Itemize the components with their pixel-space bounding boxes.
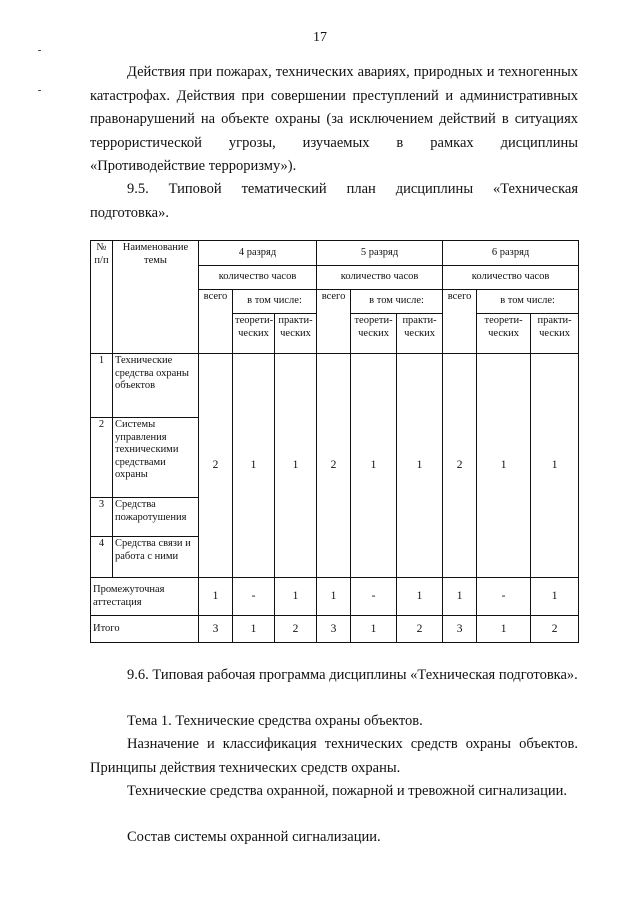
summary-g4-theory: 1: [233, 616, 275, 643]
table-row-total: [91, 616, 579, 643]
intermediate-g5-theory: -: [351, 578, 397, 616]
purpose-paragraph: Назначение и классификация технических средств охраны объектов. Принципы действия технических средств охраны.: [90, 736, 578, 776]
table-row-intermediate: [91, 578, 579, 616]
intermediate-g5-practice: 1: [397, 578, 443, 616]
hours-header: количество часов: [199, 266, 317, 290]
including-header: в том числе:: [351, 290, 443, 314]
total-header: всего: [199, 290, 233, 354]
intermediate-g6-practice: 1: [531, 578, 579, 616]
intro-paragraph: Действия при пожарах, технических авариях, природных и техногенных катастрофах. Действия при совершении преступлений и административных правонарушений на объекте охраны (за исключением действий в ситуациях террористической угрозы, изучаемых в рамках дисциплины «Противодействие терроризму»).: [90, 64, 578, 174]
topic-name: Средства пожаротушения: [113, 498, 199, 537]
topic-num: 1: [91, 354, 113, 418]
col-header-grade6: 6 разряд: [443, 241, 579, 266]
section-9-6-heading: 9.6. Типовая рабочая программа дисциплины «Техническая подготовка».: [127, 667, 578, 683]
summary-g6-theory: 1: [477, 616, 531, 643]
col-header-num: № п/п: [91, 241, 113, 354]
intermediate-g4-theory: -: [233, 578, 275, 616]
topics-g4-practice: 1: [275, 354, 317, 578]
topic-num: 2: [91, 418, 113, 498]
summary-g5-total: 3: [317, 616, 351, 643]
hours-header: количество часов: [317, 266, 443, 290]
intermediate-g5-total: 1: [317, 578, 351, 616]
topics-g5-theory: 1: [351, 354, 397, 578]
table-header-row: [91, 241, 579, 266]
topic-name: Средства связи и работа с ними: [113, 537, 199, 578]
intermediate-g4-total: 1: [199, 578, 233, 616]
including-header: в том числе:: [477, 290, 579, 314]
section-9-5-heading: 9.5. Типовой тематический план дисциплины «Техническая подготовка».: [90, 181, 578, 221]
topic-num: 3: [91, 498, 113, 537]
practice-header: практи-ческих: [397, 314, 443, 354]
col-header-name: Наименование темы: [113, 241, 199, 354]
summary-g6-practice: 2: [531, 616, 579, 643]
table-row: [91, 354, 579, 418]
theory-header: теорети-ческих: [351, 314, 397, 354]
topics-g4-theory: 1: [233, 354, 275, 578]
summary-g6-total: 3: [443, 616, 477, 643]
summary-g4-total: 3: [199, 616, 233, 643]
alarm-paragraph: Технические средства охранной, пожарной и тревожной сигнализации.: [127, 783, 568, 799]
topics-g6-theory: 1: [477, 354, 531, 578]
intermediate-g6-theory: -: [477, 578, 531, 616]
including-header: в том числе:: [233, 290, 317, 314]
topics-g6-total: 2: [443, 354, 477, 578]
intermediate-g4-practice: 1: [275, 578, 317, 616]
theory-header: теорети-ческих: [477, 314, 531, 354]
theory-header: теорети-ческих: [233, 314, 275, 354]
topic-1-title: Тема 1. Технические средства охраны объектов.: [127, 713, 423, 729]
topics-g4-total: 2: [199, 354, 233, 578]
thematic-plan-table: [90, 240, 579, 643]
scan-speck: [38, 50, 41, 51]
scan-speck: [38, 90, 41, 91]
topics-g5-practice: 1: [397, 354, 443, 578]
topic-num: 4: [91, 537, 113, 578]
topic-name: Системы управления техническими средствами охраны: [113, 418, 199, 498]
total-header: всего: [317, 290, 351, 354]
intermediate-g6-total: 1: [443, 578, 477, 616]
summary-g5-practice: 2: [397, 616, 443, 643]
summary-g5-theory: 1: [351, 616, 397, 643]
col-header-grade5: 5 разряд: [317, 241, 443, 266]
composition-paragraph: Состав системы охранной сигнализации.: [127, 829, 381, 845]
hours-header: количество часов: [443, 266, 579, 290]
topics-g6-practice: 1: [531, 354, 579, 578]
intermediate-label: Промежуточная аттестация: [91, 578, 199, 616]
topics-g5-total: 2: [317, 354, 351, 578]
practice-header: практи-ческих: [531, 314, 579, 354]
col-header-grade4: 4 разряд: [199, 241, 317, 266]
practice-header: практи-ческих: [275, 314, 317, 354]
summary-label: Итого: [91, 616, 199, 643]
topic-name: Технические средства охраны объектов: [113, 354, 199, 418]
total-header: всего: [443, 290, 477, 354]
summary-g4-practice: 2: [275, 616, 317, 643]
page-number: 17: [313, 30, 327, 45]
